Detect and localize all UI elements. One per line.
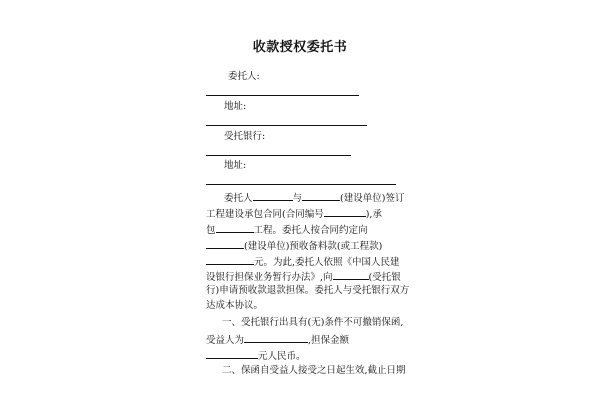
principal-word: 委托人 [224, 193, 253, 204]
amount-blank [206, 255, 254, 265]
principal-name-blank [253, 191, 293, 201]
project-text: 工程。委托人按合同约定向 [253, 225, 368, 236]
clause-1-line-1: 一、受托银行出具有(无)条件不可撤销保函, [222, 317, 404, 328]
beneficiary-blank [244, 333, 308, 343]
bank-address-blank-line [206, 184, 396, 185]
clause-1-line-3 [206, 349, 306, 363]
guarantee-amount-blank [206, 349, 258, 359]
principal-label: 委托人: [228, 71, 260, 82]
contract-text: 工程建设承包合同(合同编号 [206, 209, 324, 220]
body-line-8: 达成本协议。 [206, 300, 264, 311]
clause-2-line-1: 二、保函自受益人接受之日起生效,截止日期 [222, 365, 406, 376]
bank-text: (受托银 [368, 272, 401, 283]
document-title: 收款授权委托书 [252, 40, 348, 55]
bank-label: 受托银行: [224, 131, 266, 142]
body-line-6 [206, 270, 401, 284]
body-line-1 [224, 191, 404, 205]
principal-address-label: 地址: [224, 101, 247, 112]
beneficiary-text: 受益人为 [206, 335, 245, 346]
advance-payment-text: (建设单位)预收备料款(或工程款) [244, 241, 383, 252]
body-line-7: 行)申请预收款退款担保。委托人与受托银行双方 [206, 285, 410, 296]
amount-text: 元。为此,委托人依照《中国人民建 [254, 257, 400, 268]
body-line-2 [206, 207, 382, 221]
principal-blank-line [206, 95, 359, 96]
builder-unit-blank [206, 239, 244, 249]
clause-1-line-2 [206, 333, 349, 347]
bank-name-blank [333, 270, 369, 280]
contract-word: 包 [206, 225, 216, 236]
rmb-text: 元人民币。 [258, 351, 306, 362]
body-line-4 [206, 239, 382, 253]
contract-number-blank [324, 207, 366, 217]
bank-blank-line [206, 155, 351, 156]
builder-unit-text: (建设单位)签订 [340, 193, 405, 204]
body-line-5 [206, 255, 400, 269]
builder-name-blank [302, 191, 340, 201]
regulation-text: 设银行担保业务暂行办法》,向 [206, 272, 333, 283]
project-name-blank [216, 223, 254, 233]
contract-text-end: ),承 [365, 209, 382, 220]
principal-address-blank-line [206, 125, 367, 126]
and-word: 与 [292, 193, 303, 204]
bank-address-label: 地址: [224, 160, 247, 171]
body-line-3 [206, 223, 368, 237]
guarantee-amount-text: ,担保金额 [308, 335, 350, 346]
